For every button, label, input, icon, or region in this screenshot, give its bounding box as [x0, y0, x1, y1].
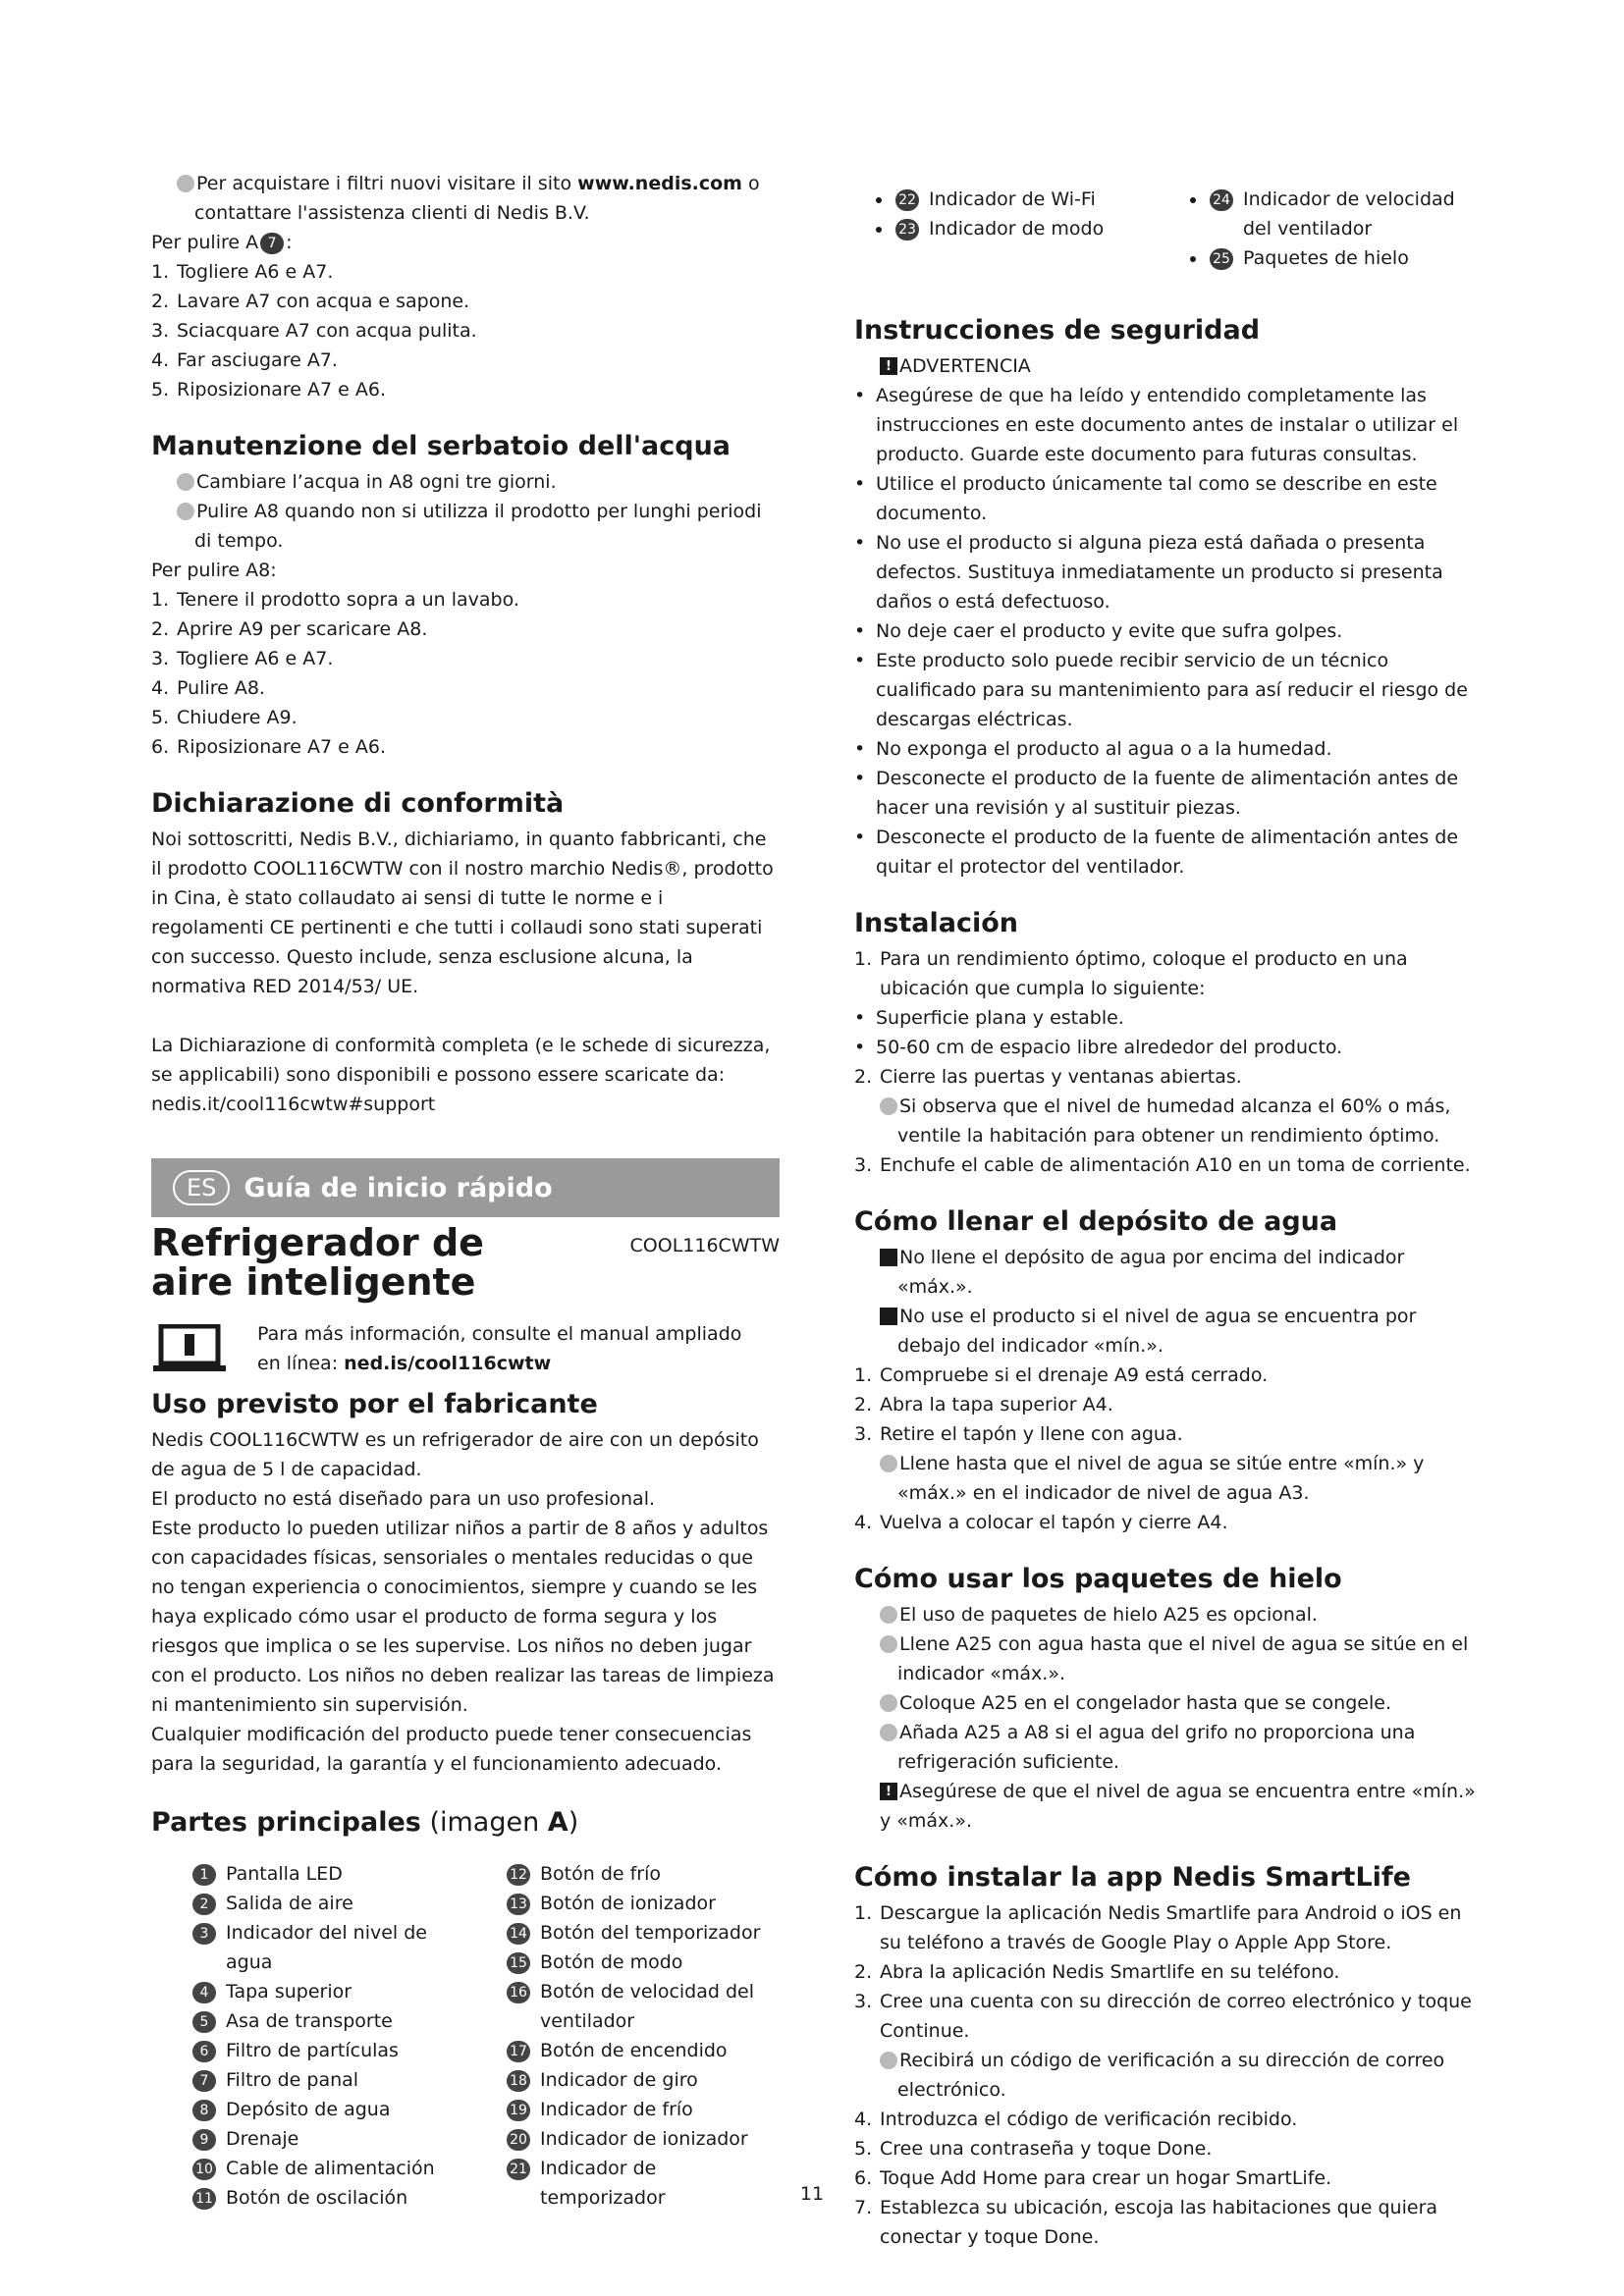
installation-bullets: [854, 1003, 1483, 1062]
fill-note: Llene hasta que el nivel de agua se sitúe entre «mín.» y «máx.» en el indicador de nivel de agua A3.: [854, 1449, 1483, 1508]
part-number-badge: 14: [507, 1923, 530, 1945]
note-icon: [880, 1724, 897, 1741]
clean-step: 5. Riposizionare A7 e A6.: [151, 379, 387, 400]
fill-step: 1. Compruebe si el drenaje A9 está cerrado.: [854, 1364, 1269, 1386]
tank-step: 5. Chiudere A9.: [151, 707, 298, 728]
part-number-badge: 1: [192, 1864, 216, 1886]
tank-clean-label: Per pulire A8:: [151, 560, 277, 581]
safety-item: • Asegúrese de que ha leído y entendido completamente las instrucciones en este documento antes de instalar o utilizar el producto. Guarde este documento para futuras consultas.: [854, 381, 1483, 469]
note-icon: [177, 503, 194, 520]
parts-title: Partes principales (imagen A): [151, 1807, 579, 1838]
part-number-badge: 21: [507, 2159, 530, 2180]
manual-link[interactable]: ned.is/cool116cwtw: [344, 1353, 552, 1374]
tank-step: 6. Riposizionare A7 e A6.: [151, 736, 387, 758]
banner-title: Guía de inicio rápido: [244, 1172, 553, 1203]
note-icon: [880, 1694, 897, 1712]
warning-icon: [880, 1249, 897, 1266]
clean-step: 3. Sciacquare A7 con acqua pulita.: [151, 320, 477, 342]
part-number-badge: 6: [192, 2041, 216, 2062]
note-icon: [880, 1635, 897, 1653]
part-number-badge: 25: [1210, 248, 1233, 270]
part-item: 9 Drenaje: [190, 2124, 465, 2154]
manual-info: [151, 1319, 780, 1378]
app-step: 3. Cree una cuenta con su dirección de correo electrónico y toque Continue.: [854, 1991, 1472, 2042]
safety-item: • No deje caer el producto y evite que sufra golpes.: [854, 616, 1483, 646]
part-item: 6 Filtro de partículas: [190, 2036, 465, 2065]
part-item: • 23 Indicador de modo: [893, 214, 1168, 243]
safety-item: • Desconecte el producto de la fuente de alimentación antes de hacer una revisión y al sustituir piezas.: [854, 764, 1483, 823]
clean-step: 1. Togliere A6 e A7.: [151, 261, 334, 283]
ice-note-3: Coloque A25 en el congelador hasta que se congele.: [854, 1688, 1483, 1718]
warning-icon: [880, 1308, 897, 1325]
fill-title: Cómo llenar el depósito de agua: [854, 1206, 1338, 1237]
ice-note-2: Llene A25 con agua hasta que el nivel de agua se sitúe en el indicador «máx.».: [854, 1629, 1483, 1688]
part-number-badge: 3: [192, 1923, 216, 1945]
part-item: 17 Botón de encendido: [505, 2036, 780, 2065]
install-bullet: • Superficie plana y estable.: [854, 1003, 1483, 1033]
note-icon: [880, 1455, 897, 1472]
tank-note-2: Pulire A8 quando non si utilizza il prodotto per lunghi periodi di tempo.: [151, 497, 780, 556]
parts-column-4: [1168, 185, 1483, 273]
left-column: [151, 169, 780, 2228]
conformity-title: Dichiarazione di conformità: [151, 788, 565, 819]
parts-column-3: [854, 185, 1168, 273]
part-number-badge: 10: [192, 2159, 216, 2180]
product-title: Refrigerador de aire inteligente: [151, 1221, 484, 1304]
part-item: • 24 Indicador de velocidad del ventilador: [1208, 185, 1483, 243]
model-number: COOL116CWTW: [629, 1235, 780, 1256]
product-title-row: [151, 1223, 780, 1302]
part-item: 3 Indicador del nivel de agua: [190, 1918, 465, 1977]
part-number-badge: 2: [192, 1894, 216, 1915]
installation-steps: [854, 944, 1483, 1003]
fill-warning-2: !No use el producto si el nivel de agua se encuentra por debajo del indicador «mín.».: [854, 1302, 1483, 1361]
use-paragraph-4: Cualquier modificación del producto puede tener consecuencias para la seguridad, la garantía y el funcionamiento adecuado.: [151, 1724, 752, 1775]
safety-item: • No use el producto si alguna pieza está dañada o presenta defectos. Sustituya inmediatamente un producto si presenta daños o está defectuoso.: [854, 528, 1483, 616]
parts-column-2: [465, 1859, 780, 2213]
right-column: [854, 169, 1483, 2252]
use-paragraph-2: El producto no está diseñado para un uso profesional.: [151, 1488, 656, 1510]
laptop-icon: [151, 1324, 228, 1373]
part-number-badge: 18: [507, 2070, 530, 2092]
part-item: 15 Botón de modo: [505, 1948, 780, 1977]
filter-note: Per acquistare i filtri nuovi visitare il sito www.nedis.com o contattare l'assistenza clienti di Nedis B.V.: [151, 169, 780, 228]
page-number: 11: [799, 2183, 825, 2205]
part-item: 11 Botón de oscilación: [190, 2183, 465, 2213]
part-item: 20 Indicador de ionizador: [505, 2124, 780, 2154]
app-step: 1. Descargue la aplicación Nedis Smartlife para Android o iOS en su teléfono a través de Google Play o Apple App Store.: [854, 1902, 1462, 1953]
part-item: 10 Cable de alimentación: [190, 2154, 465, 2183]
safety-title: Instrucciones de seguridad: [854, 315, 1261, 346]
fill-steps-2: [854, 1508, 1483, 1537]
part-number-badge: 22: [895, 189, 919, 211]
app-title: Cómo instalar la app Nedis SmartLife: [854, 1862, 1411, 1893]
safety-list: [854, 381, 1483, 881]
install-step-1: 1. Para un rendimiento óptimo, coloque el producto en una ubicación que cumpla lo siguiente:: [854, 948, 1408, 999]
part-number-badge: 19: [507, 2100, 530, 2121]
part-number-badge: 16: [507, 1982, 530, 2003]
part-item: 13 Botón de ionizador: [505, 1889, 780, 1918]
part-number-badge: 7: [192, 2070, 216, 2092]
part-number-badge: 20: [507, 2129, 530, 2151]
part-item: 21 Indicador de temporizador: [505, 2154, 780, 2213]
safety-item: • Desconecte el producto de la fuente de alimentación antes de quitar el protector del ventilador.: [854, 823, 1483, 881]
clean-step: 2. Lavare A7 con acqua e sapone.: [151, 291, 470, 312]
safety-item: • No exponga el producto al agua o a la humedad.: [854, 734, 1483, 764]
app-steps-2: [854, 2105, 1483, 2252]
part-item: 4 Tapa superior: [190, 1977, 465, 2006]
app-step: 6. Toque Add Home para crear un hogar SmartLife.: [854, 2167, 1332, 2189]
clean-step: 4. Far asciugare A7.: [151, 349, 338, 371]
part-number-badge: 23: [895, 219, 919, 240]
app-note: Recibirá un código de verificación a su dirección de correo electrónico.: [854, 2046, 1483, 2105]
safety-item: • Utilice el producto únicamente tal como se describe en este documento.: [854, 469, 1483, 528]
ice-warning: !Asegúrese de que el nivel de agua se encuentra entre «mín.» y «máx.».: [854, 1777, 1483, 1836]
installation-steps-2: [854, 1062, 1483, 1092]
fill-step: 2. Abra la tapa superior A4.: [854, 1394, 1113, 1415]
part-item: 8 Depósito de agua: [190, 2095, 465, 2124]
manual-text: Para más información, consulte el manual ampliado en línea: ned.is/cool116cwtw: [257, 1323, 742, 1374]
part-number-badge: 17: [507, 2041, 530, 2062]
parts-list-continued: [854, 169, 1483, 289]
app-step: 7. Establezca su ubicación, escoja las habitaciones que quiera conectar y toque Done.: [854, 2197, 1438, 2248]
fill-step: 3. Retire el tapón y llene con agua.: [854, 1423, 1183, 1445]
fill-step: 4. Vuelva a colocar el tapón y cierre A4.: [854, 1512, 1228, 1533]
part-number-badge: 24: [1210, 189, 1233, 211]
install-note: Si observa que el nivel de humedad alcanza el 60% o más, ventile la habitación para obtener un rendimiento óptimo.: [854, 1092, 1483, 1150]
language-badge: ES: [173, 1170, 230, 1205]
tank-step: 3. Togliere A6 e A7.: [151, 648, 334, 669]
tank-step: 2. Aprire A9 per scaricare A8.: [151, 618, 428, 640]
ice-packs-title: Cómo usar los paquetes de hielo: [854, 1564, 1342, 1594]
parts-list: [151, 1843, 780, 2228]
tank-title: Manutenzione del serbatoio dell'acqua: [151, 431, 731, 461]
note-icon: [880, 1097, 897, 1115]
tank-step: 4. Pulire A8.: [151, 677, 265, 699]
tank-steps: [151, 585, 780, 762]
part-item: 18 Indicador de giro: [505, 2065, 780, 2095]
note-icon: [880, 2052, 897, 2069]
ice-note-1: El uso de paquetes de hielo A25 es opcional.: [854, 1600, 1483, 1629]
note-icon: [177, 175, 194, 192]
use-paragraph-1: Nedis COOL116CWTW es un refrigerador de aire con un depósito de agua de 5 l de capacidad.: [151, 1429, 759, 1480]
part-item: 14 Botón del temporizador: [505, 1918, 780, 1948]
part-number-badge: 15: [507, 1952, 530, 1974]
use-paragraph-3: Este producto lo pueden utilizar niños a partir de 8 años y adultos con capacidades físicas, sensoriales o mentales reducidas o que no tengan experiencia o conocimientos, siempre y cuando se les haya explicado cómo usar el producto de forma segura y los riesgos que implica o se les supervise. Los niños no deben jugar con el producto. Los niños no deben realizar las tareas de limpieza ni mantenimiento sin supervisión.: [151, 1518, 775, 1716]
note-icon: [880, 1606, 897, 1624]
safety-item: • Este producto solo puede recibir servicio de un técnico cualificado para su mantenimiento para así reducir el riesgo de descargas eléctricas.: [854, 646, 1483, 734]
conformity-paragraph-2: La Dichiarazione di conformità completa (e le schede di sicurezza, se applicabili) sono disponibili e possono essere scaricate da: nedis.it/cool116cwtw#support: [151, 1035, 771, 1115]
part-item: 5 Asa de transporte: [190, 2006, 465, 2036]
safety-warning: !ADVERTENCIA: [854, 351, 1483, 381]
part-number-badge: 9: [192, 2129, 216, 2151]
part-item: 7 Filtro de panal: [190, 2065, 465, 2095]
part-number-badge: 8: [192, 2100, 216, 2121]
installation-title: Instalación: [854, 908, 1018, 938]
part-number-badge: 5: [192, 2011, 216, 2033]
part-item: 12 Botón de frío: [505, 1859, 780, 1889]
part-number-badge: 13: [507, 1894, 530, 1915]
app-step: 5. Cree una contraseña y toque Done.: [854, 2138, 1213, 2160]
part-item: 2 Salida de aire: [190, 1889, 465, 1918]
fill-warning-1: !No llene el depósito de agua por encima del indicador «máx.».: [854, 1243, 1483, 1302]
fill-steps: [854, 1361, 1483, 1449]
tank-note-1: Cambiare l’acqua in A8 ogni tre giorni.: [151, 467, 780, 497]
intended-use-title: Uso previsto por el fabricante: [151, 1389, 598, 1419]
ice-note-4: Añada A25 a A8 si el agua del grifo no proporciona una refrigeración suficiente.: [854, 1718, 1483, 1777]
parts-column-1: [151, 1859, 465, 2213]
clean-label: Per pulire A 7 :: [151, 232, 293, 253]
part-item: 1 Pantalla LED: [190, 1859, 465, 1889]
conformity-paragraph-1: Noi sottoscritti, Nedis B.V., dichiariamo, in quanto fabbricanti, che il prodotto COOL116CWTW con il nostro marchio Nedis®, prodotto in Cina, è stato collaudato ai sensi di tutte le norme e i regolamenti CE pertinenti e che tutti i collaudi sono stati superati con successo. Questo include, senza esclusione alcuna, la normativa RED 2014/53/ UE.: [151, 828, 774, 997]
install-step-2: 2. Cierre las puertas y ventanas abiertas.: [854, 1066, 1242, 1088]
part-item: 19 Indicador de frío: [505, 2095, 780, 2124]
part-item: • 22 Indicador de Wi-Fi: [893, 185, 1168, 214]
install-step-3: 3. Enchufe el cable de alimentación A10 en un toma de corriente.: [854, 1154, 1471, 1176]
installation-steps-3: [854, 1150, 1483, 1180]
part-item: • 25 Paquetes de hielo: [1208, 243, 1483, 273]
tank-step: 1. Tenere il prodotto sopra a un lavabo.: [151, 589, 519, 611]
app-step: 4. Introduzca el código de verificación recibido.: [854, 2109, 1298, 2130]
nedis-site: www.nedis.com: [577, 173, 742, 194]
part-number-badge: 11: [192, 2188, 216, 2210]
warning-icon: [880, 357, 897, 375]
part-number-badge: 4: [192, 1982, 216, 2003]
warning-icon: [880, 1783, 897, 1800]
note-icon: [177, 473, 194, 491]
quick-start-banner: [151, 1158, 780, 1217]
part-item: 16 Botón de velocidad del ventilador: [505, 1977, 780, 2036]
install-bullet: • 50-60 cm de espacio libre alrededor del producto.: [854, 1033, 1483, 1062]
app-steps: [854, 1898, 1483, 2046]
app-step: 2. Abra la aplicación Nedis Smartlife en su teléfono.: [854, 1961, 1340, 1983]
clean-steps: [151, 257, 780, 404]
part-number-badge: 12: [507, 1864, 530, 1886]
